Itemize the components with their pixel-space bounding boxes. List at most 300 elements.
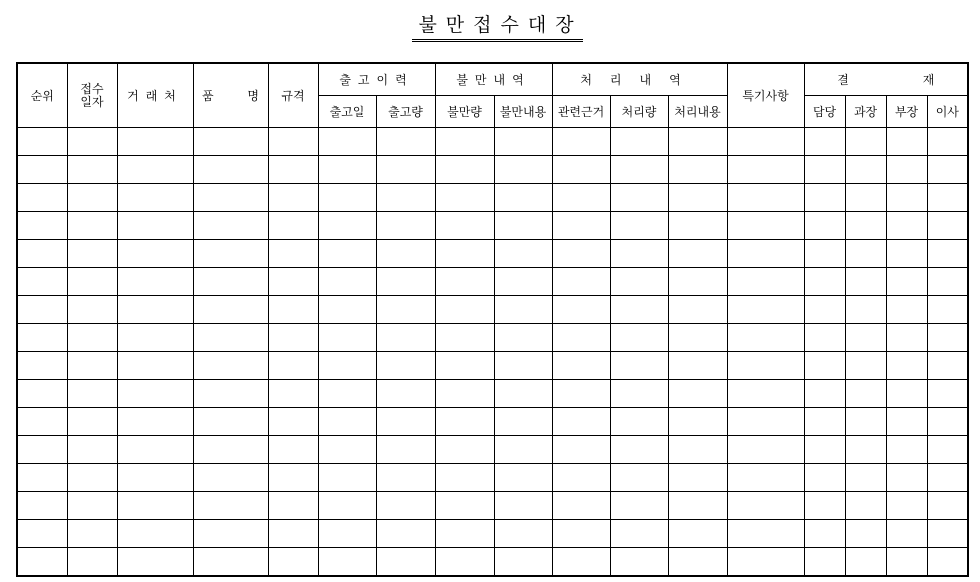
table-cell[interactable] — [67, 240, 117, 268]
table-cell[interactable] — [610, 548, 668, 577]
table-cell[interactable] — [610, 324, 668, 352]
table-cell[interactable] — [376, 408, 435, 436]
table-cell[interactable] — [610, 156, 668, 184]
table-cell[interactable] — [17, 156, 67, 184]
table-cell[interactable] — [67, 408, 117, 436]
table-cell[interactable] — [804, 352, 845, 380]
table-cell[interactable] — [552, 380, 610, 408]
table-cell[interactable] — [927, 408, 968, 436]
table-cell[interactable] — [668, 380, 727, 408]
table-cell[interactable] — [376, 352, 435, 380]
table-cell[interactable] — [610, 296, 668, 324]
table-cell[interactable] — [927, 268, 968, 296]
table-cell[interactable] — [886, 380, 927, 408]
table-cell[interactable] — [193, 184, 268, 212]
table-cell[interactable] — [845, 464, 886, 492]
complaint-ledger-table — [16, 62, 969, 577]
table-cell[interactable] — [318, 492, 376, 520]
table-cell[interactable] — [552, 240, 610, 268]
table-cell[interactable] — [376, 240, 435, 268]
table-cell[interactable] — [610, 380, 668, 408]
table-cell[interactable] — [67, 520, 117, 548]
header-complaint-qty: 불만량 — [435, 96, 494, 128]
table-cell[interactable] — [552, 464, 610, 492]
table-cell[interactable] — [17, 212, 67, 240]
table-cell[interactable] — [268, 520, 318, 548]
table-cell[interactable] — [376, 212, 435, 240]
table-cell[interactable] — [668, 408, 727, 436]
table-cell[interactable] — [668, 268, 727, 296]
table-cell[interactable] — [494, 548, 552, 577]
table-cell[interactable] — [494, 436, 552, 464]
table-cell[interactable] — [927, 128, 968, 156]
header-related-basis: 관련근거 — [552, 96, 610, 128]
table-cell[interactable] — [376, 520, 435, 548]
table-cell[interactable] — [318, 324, 376, 352]
table-cell[interactable] — [845, 268, 886, 296]
table-cell[interactable] — [668, 128, 727, 156]
table-cell[interactable] — [845, 408, 886, 436]
table-cell[interactable] — [117, 520, 193, 548]
table-cell[interactable] — [886, 324, 927, 352]
table-cell[interactable] — [927, 464, 968, 492]
table-cell[interactable] — [494, 352, 552, 380]
table-cell[interactable] — [67, 352, 117, 380]
table-cell[interactable] — [494, 128, 552, 156]
table-cell[interactable] — [117, 436, 193, 464]
table-cell[interactable] — [376, 268, 435, 296]
table-cell[interactable] — [193, 268, 268, 296]
table-cell[interactable] — [17, 380, 67, 408]
table-cell[interactable] — [494, 240, 552, 268]
header-handled-qty: 처리량 — [610, 96, 668, 128]
table-cell[interactable] — [668, 464, 727, 492]
table-cell[interactable] — [17, 324, 67, 352]
table-cell[interactable] — [927, 184, 968, 212]
table-cell[interactable] — [494, 408, 552, 436]
table-cell[interactable] — [17, 184, 67, 212]
table-cell[interactable] — [668, 296, 727, 324]
table-cell[interactable] — [117, 492, 193, 520]
header-receipt-date-line1: 접수 — [80, 81, 104, 96]
table-cell[interactable] — [318, 212, 376, 240]
table-cell[interactable] — [804, 436, 845, 464]
table-cell[interactable] — [17, 296, 67, 324]
table-cell[interactable] — [845, 492, 886, 520]
header-receipt-date-line2: 일자 — [80, 94, 104, 109]
table-cell[interactable] — [552, 296, 610, 324]
header-approval: 결 재 — [804, 63, 968, 96]
table-cell[interactable] — [67, 156, 117, 184]
table-cell[interactable] — [668, 520, 727, 548]
table-cell[interactable] — [17, 548, 67, 577]
table-cell[interactable] — [318, 184, 376, 212]
table-cell[interactable] — [804, 296, 845, 324]
table-cell[interactable] — [845, 240, 886, 268]
table-cell[interactable] — [17, 240, 67, 268]
table-cell[interactable] — [117, 324, 193, 352]
table-cell[interactable] — [494, 324, 552, 352]
table-cell[interactable] — [117, 548, 193, 577]
header-rank: 순위 — [17, 63, 67, 128]
table-cell[interactable] — [727, 436, 804, 464]
table-cell[interactable] — [117, 464, 193, 492]
table-cell[interactable] — [845, 156, 886, 184]
table-cell[interactable] — [886, 240, 927, 268]
table-cell[interactable] — [318, 268, 376, 296]
table-cell[interactable] — [927, 492, 968, 520]
table-cell[interactable] — [927, 296, 968, 324]
table-cell[interactable] — [804, 548, 845, 577]
table-cell[interactable] — [552, 436, 610, 464]
table-row — [17, 240, 968, 268]
table-cell[interactable] — [268, 156, 318, 184]
header-approver-staff: 담당 — [804, 96, 845, 128]
table-cell[interactable] — [435, 548, 494, 577]
header-approver-dept-head: 부장 — [886, 96, 927, 128]
table-cell[interactable] — [494, 464, 552, 492]
table-cell[interactable] — [67, 128, 117, 156]
table-cell[interactable] — [668, 324, 727, 352]
table-cell[interactable] — [804, 464, 845, 492]
table-cell[interactable] — [193, 240, 268, 268]
table-cell[interactable] — [193, 156, 268, 184]
table-cell[interactable] — [804, 324, 845, 352]
table-cell[interactable] — [804, 380, 845, 408]
table-cell[interactable] — [17, 492, 67, 520]
table-cell[interactable] — [845, 324, 886, 352]
table-cell[interactable] — [610, 520, 668, 548]
table-cell[interactable] — [886, 296, 927, 324]
table-cell[interactable] — [318, 436, 376, 464]
table-cell[interactable] — [376, 380, 435, 408]
table-cell[interactable] — [268, 212, 318, 240]
table-cell[interactable] — [668, 240, 727, 268]
table-cell[interactable] — [804, 212, 845, 240]
table-cell[interactable] — [318, 520, 376, 548]
table-cell[interactable] — [67, 212, 117, 240]
table-cell[interactable] — [435, 408, 494, 436]
table-cell[interactable] — [193, 408, 268, 436]
table-cell[interactable] — [552, 268, 610, 296]
table-row — [17, 464, 968, 492]
table-cell[interactable] — [435, 436, 494, 464]
table-cell[interactable] — [668, 184, 727, 212]
table-cell[interactable] — [268, 128, 318, 156]
table-cell[interactable] — [67, 324, 117, 352]
header-handling-content: 처리내용 — [668, 96, 727, 128]
table-cell[interactable] — [117, 380, 193, 408]
table-cell[interactable] — [552, 184, 610, 212]
table-cell[interactable] — [17, 408, 67, 436]
table-cell[interactable] — [318, 296, 376, 324]
table-cell[interactable] — [727, 492, 804, 520]
table-row — [17, 520, 968, 548]
table-cell[interactable] — [727, 548, 804, 577]
table-cell[interactable] — [845, 380, 886, 408]
table-cell[interactable] — [494, 520, 552, 548]
table-cell[interactable] — [610, 212, 668, 240]
table-cell[interactable] — [927, 520, 968, 548]
table-cell[interactable] — [376, 436, 435, 464]
table-cell[interactable] — [435, 380, 494, 408]
table-cell[interactable] — [494, 156, 552, 184]
table-cell[interactable] — [268, 408, 318, 436]
table-cell[interactable] — [376, 464, 435, 492]
table-cell[interactable] — [494, 380, 552, 408]
table-cell[interactable] — [552, 212, 610, 240]
table-cell[interactable] — [17, 352, 67, 380]
table-cell[interactable] — [727, 268, 804, 296]
table-cell[interactable] — [886, 548, 927, 577]
table-cell[interactable] — [886, 212, 927, 240]
table-row — [17, 184, 968, 212]
table-cell[interactable] — [610, 436, 668, 464]
table-cell[interactable] — [376, 548, 435, 577]
header-spec: 규격 — [268, 63, 318, 128]
table-cell[interactable] — [668, 352, 727, 380]
table-cell[interactable] — [193, 212, 268, 240]
table-cell[interactable] — [552, 520, 610, 548]
table-row — [17, 268, 968, 296]
table-cell[interactable] — [886, 184, 927, 212]
table-cell[interactable] — [727, 240, 804, 268]
table-cell[interactable] — [117, 212, 193, 240]
table-cell[interactable] — [610, 184, 668, 212]
table-cell[interactable] — [845, 212, 886, 240]
table-row — [17, 492, 968, 520]
table-cell[interactable] — [727, 324, 804, 352]
table-cell[interactable] — [845, 296, 886, 324]
table-cell[interactable] — [927, 324, 968, 352]
table-cell[interactable] — [67, 380, 117, 408]
table-cell[interactable] — [193, 352, 268, 380]
table-cell[interactable] — [67, 268, 117, 296]
table-cell[interactable] — [193, 548, 268, 577]
table-cell[interactable] — [117, 128, 193, 156]
table-cell[interactable] — [268, 380, 318, 408]
header-shipping-history: 출고이력 — [318, 63, 435, 96]
table-cell[interactable] — [193, 380, 268, 408]
table-cell[interactable] — [610, 408, 668, 436]
table-cell[interactable] — [552, 324, 610, 352]
table-cell[interactable] — [318, 240, 376, 268]
table-cell[interactable] — [117, 408, 193, 436]
table-cell[interactable] — [117, 352, 193, 380]
table-cell[interactable] — [193, 324, 268, 352]
table-cell[interactable] — [668, 492, 727, 520]
table-cell[interactable] — [376, 156, 435, 184]
table-row — [17, 548, 968, 577]
table-cell[interactable] — [117, 156, 193, 184]
table-cell[interactable] — [318, 548, 376, 577]
table-cell[interactable] — [435, 492, 494, 520]
table-cell[interactable] — [318, 464, 376, 492]
table-cell[interactable] — [804, 184, 845, 212]
table-cell[interactable] — [268, 240, 318, 268]
table-cell[interactable] — [552, 548, 610, 577]
table-cell[interactable] — [268, 548, 318, 577]
table-cell[interactable] — [845, 520, 886, 548]
table-cell[interactable] — [668, 436, 727, 464]
table-cell[interactable] — [886, 436, 927, 464]
table-cell[interactable] — [886, 156, 927, 184]
header-approver-manager: 과장 — [845, 96, 886, 128]
table-cell[interactable] — [727, 380, 804, 408]
table-cell[interactable] — [552, 352, 610, 380]
ledger-body — [17, 128, 968, 577]
table-cell[interactable] — [67, 548, 117, 577]
table-cell[interactable] — [268, 464, 318, 492]
table-cell[interactable] — [927, 212, 968, 240]
table-cell[interactable] — [668, 156, 727, 184]
table-cell[interactable] — [318, 156, 376, 184]
table-cell[interactable] — [193, 464, 268, 492]
table-cell[interactable] — [927, 436, 968, 464]
table-cell[interactable] — [727, 296, 804, 324]
table-cell[interactable] — [552, 492, 610, 520]
table-cell[interactable] — [804, 492, 845, 520]
table-cell[interactable] — [610, 240, 668, 268]
table-cell[interactable] — [193, 296, 268, 324]
table-cell[interactable] — [193, 128, 268, 156]
table-cell[interactable] — [494, 296, 552, 324]
table-cell[interactable] — [67, 492, 117, 520]
table-cell[interactable] — [67, 436, 117, 464]
table-cell[interactable] — [435, 240, 494, 268]
table-cell[interactable] — [727, 520, 804, 548]
table-cell[interactable] — [927, 380, 968, 408]
ledger-title: 불만접수대장 — [0, 12, 980, 42]
table-cell[interactable] — [804, 156, 845, 184]
table-cell[interactable] — [610, 352, 668, 380]
table-cell[interactable] — [67, 184, 117, 212]
table-cell[interactable] — [552, 128, 610, 156]
table-cell[interactable] — [845, 184, 886, 212]
table-cell[interactable] — [435, 352, 494, 380]
table-cell[interactable] — [376, 296, 435, 324]
table-cell[interactable] — [67, 464, 117, 492]
table-cell[interactable] — [845, 128, 886, 156]
table-cell[interactable] — [117, 268, 193, 296]
table-cell[interactable] — [494, 268, 552, 296]
table-cell[interactable] — [376, 128, 435, 156]
header-shipping-date: 출고일 — [318, 96, 376, 128]
table-cell[interactable] — [886, 492, 927, 520]
table-cell[interactable] — [435, 268, 494, 296]
table-cell[interactable] — [610, 464, 668, 492]
table-cell[interactable] — [268, 296, 318, 324]
table-cell[interactable] — [727, 408, 804, 436]
table-cell[interactable] — [17, 268, 67, 296]
table-cell[interactable] — [845, 548, 886, 577]
table-cell[interactable] — [927, 352, 968, 380]
table-cell[interactable] — [886, 128, 927, 156]
table-cell[interactable] — [268, 436, 318, 464]
table-cell[interactable] — [117, 296, 193, 324]
table-cell[interactable] — [494, 492, 552, 520]
table-cell[interactable] — [494, 184, 552, 212]
table-cell[interactable] — [727, 184, 804, 212]
table-cell[interactable] — [193, 492, 268, 520]
table-cell[interactable] — [727, 352, 804, 380]
header-shipping-qty: 출고량 — [376, 96, 435, 128]
table-cell[interactable] — [845, 352, 886, 380]
table-cell[interactable] — [117, 240, 193, 268]
table-cell[interactable] — [727, 128, 804, 156]
table-cell[interactable] — [727, 212, 804, 240]
table-cell[interactable] — [727, 464, 804, 492]
table-cell[interactable] — [927, 548, 968, 577]
table-cell[interactable] — [376, 324, 435, 352]
table-cell[interactable] — [193, 436, 268, 464]
table-cell[interactable] — [318, 380, 376, 408]
table-cell[interactable] — [727, 156, 804, 184]
table-cell[interactable] — [804, 268, 845, 296]
table-cell[interactable] — [886, 268, 927, 296]
table-cell[interactable] — [435, 520, 494, 548]
table-cell[interactable] — [376, 184, 435, 212]
table-cell[interactable] — [435, 296, 494, 324]
table-cell[interactable] — [886, 352, 927, 380]
table-cell[interactable] — [886, 464, 927, 492]
table-cell[interactable] — [804, 408, 845, 436]
table-cell[interactable] — [804, 128, 845, 156]
table-cell[interactable] — [435, 156, 494, 184]
table-cell[interactable] — [318, 408, 376, 436]
table-cell[interactable] — [886, 408, 927, 436]
table-cell[interactable] — [193, 520, 268, 548]
table-cell[interactable] — [268, 268, 318, 296]
table-cell[interactable] — [668, 212, 727, 240]
table-cell[interactable] — [268, 492, 318, 520]
table-cell[interactable] — [17, 464, 67, 492]
table-cell[interactable] — [804, 240, 845, 268]
table-cell[interactable] — [17, 436, 67, 464]
header-complaint-content: 불만내용 — [494, 96, 552, 128]
table-cell[interactable] — [804, 520, 845, 548]
table-cell[interactable] — [435, 212, 494, 240]
table-cell[interactable] — [17, 520, 67, 548]
table-cell[interactable] — [435, 128, 494, 156]
table-cell[interactable] — [435, 464, 494, 492]
table-cell[interactable] — [268, 324, 318, 352]
table-cell[interactable] — [268, 184, 318, 212]
table-cell[interactable] — [927, 156, 968, 184]
table-cell[interactable] — [117, 184, 193, 212]
table-cell[interactable] — [886, 520, 927, 548]
table-cell[interactable] — [268, 352, 318, 380]
table-cell[interactable] — [927, 240, 968, 268]
table-cell[interactable] — [376, 492, 435, 520]
table-cell[interactable] — [552, 408, 610, 436]
header-receipt-date — [67, 63, 117, 128]
table-cell[interactable] — [17, 128, 67, 156]
table-cell[interactable] — [318, 128, 376, 156]
table-cell[interactable] — [610, 268, 668, 296]
table-cell[interactable] — [435, 324, 494, 352]
header-client: 거래처 — [117, 63, 193, 128]
table-cell[interactable] — [610, 492, 668, 520]
table-cell[interactable] — [610, 128, 668, 156]
table-cell[interactable] — [494, 212, 552, 240]
table-cell[interactable] — [845, 436, 886, 464]
table-cell[interactable] — [318, 352, 376, 380]
table-cell[interactable] — [668, 548, 727, 577]
table-cell[interactable] — [552, 156, 610, 184]
table-cell[interactable] — [67, 296, 117, 324]
table-cell[interactable] — [435, 184, 494, 212]
